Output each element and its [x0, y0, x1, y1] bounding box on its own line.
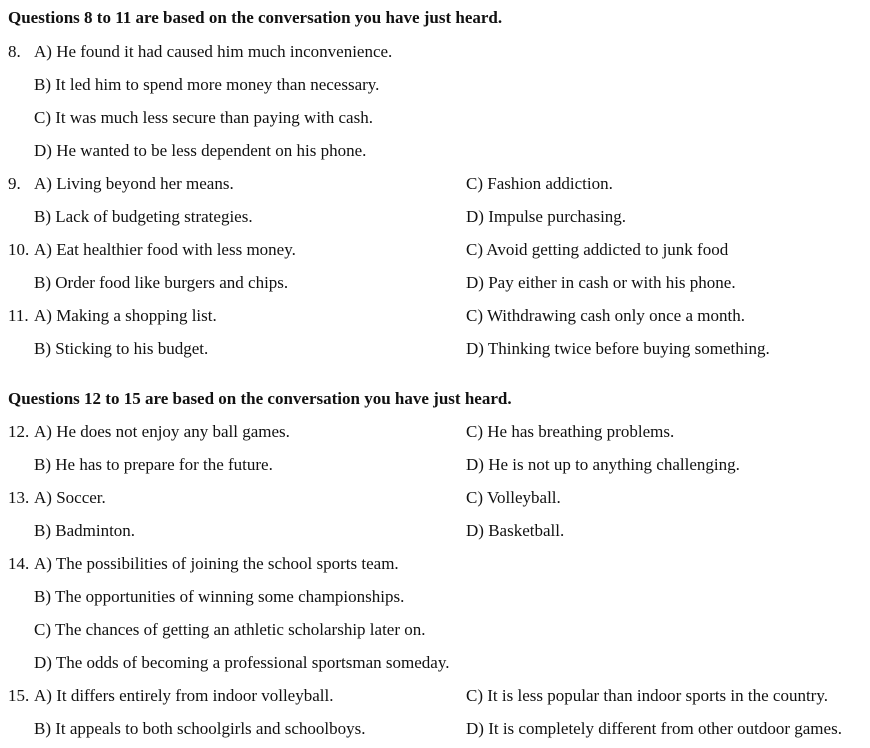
question-number: 15. [8, 686, 30, 705]
option-c: C) Avoid getting addicted to junk food [466, 240, 729, 259]
option-a: A) Soccer. [34, 488, 106, 507]
option-b: B) Badminton. [34, 521, 136, 540]
question-number: 8. [8, 42, 21, 61]
option-a: A) Living beyond her means. [34, 174, 234, 193]
option-d: D) Impulse purchasing. [466, 207, 627, 226]
question-number: 12. [8, 422, 30, 441]
option-a: A) Making a shopping list. [34, 306, 217, 325]
section-heading-8-11: Questions 8 to 11 are based on the conversation you have just heard. [8, 8, 503, 27]
question-number: 10. [8, 240, 30, 259]
option-a: A) The possibilities of joining the school sports team. [34, 554, 399, 573]
option-c: C) He has breathing problems. [466, 422, 675, 441]
option-d: D) Thinking twice before buying something. [466, 339, 770, 358]
option-b: B) Lack of budgeting strategies. [34, 207, 253, 226]
option-d: D) Pay either in cash or with his phone. [466, 273, 736, 292]
option-b: B) He has to prepare for the future. [34, 455, 273, 474]
option-b: B) It appeals to both schoolgirls and schoolboys. [34, 719, 366, 738]
option-c: C) Withdrawing cash only once a month. [466, 306, 745, 325]
option-a: A) He does not enjoy any ball games. [34, 422, 290, 441]
option-c: C) Fashion addiction. [466, 174, 613, 193]
option-b: B) The opportunities of winning some championships. [34, 587, 405, 606]
option-b: B) Sticking to his budget. [34, 339, 209, 358]
option-d: D) It is completely different from other outdoor games. [466, 719, 842, 738]
option-a: A) Eat healthier food with less money. [34, 240, 296, 259]
option-d: D) He is not up to anything challenging. [466, 455, 740, 474]
option-c: C) The chances of getting an athletic scholarship later on. [34, 620, 426, 639]
option-c: C) It is less popular than indoor sports in the country. [466, 686, 828, 705]
section-heading-12-15: Questions 12 to 15 are based on the conversation you have just heard. [8, 389, 512, 408]
option-d: D) The odds of becoming a professional sportsman someday. [34, 653, 450, 672]
question-number: 13. [8, 488, 30, 507]
question-number: 11. [8, 306, 29, 325]
option-d: D) He wanted to be less dependent on his phone. [34, 141, 367, 160]
option-b: B) Order food like burgers and chips. [34, 273, 289, 292]
option-a: A) He found it had caused him much inconvenience. [34, 42, 393, 61]
option-b: B) It led him to spend more money than necessary. [34, 75, 380, 94]
option-a: A) It differs entirely from indoor volleyball. [34, 686, 334, 705]
option-c: C) It was much less secure than paying with cash. [34, 108, 373, 127]
option-d: D) Basketball. [466, 521, 565, 540]
option-c: C) Volleyball. [466, 488, 561, 507]
question-number: 14. [8, 554, 30, 573]
question-number: 9. [8, 174, 21, 193]
